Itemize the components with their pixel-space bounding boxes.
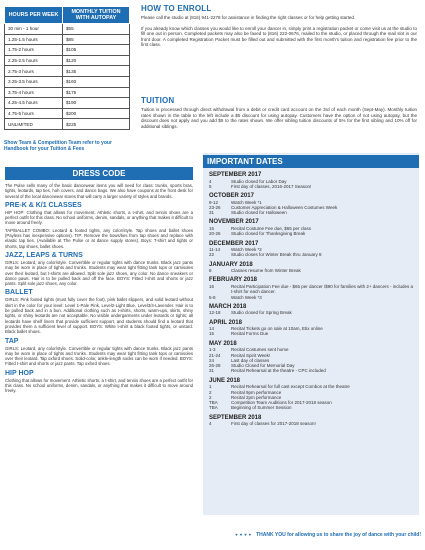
tuition-cell: $85	[63, 34, 130, 45]
hours-cell: 1.75-2 hours	[5, 45, 63, 56]
event-date: 31	[209, 368, 215, 374]
event-description: Beginning of Summer Session	[231, 405, 292, 411]
date-event	[209, 295, 413, 300]
event-date: 5	[209, 183, 212, 189]
dress-code-paragraph: Clothing that allows for movement. Athletic shorts, a t-shirt, and tennis shoes are a perfect outfit for this class. No school uniforms, denim, sandals, or anything that makes it difficult to move around freely.	[5, 377, 193, 394]
event-date: 15	[209, 331, 215, 337]
handbook-note: Show Team & Competition Team refer to your Handbook for your Tuition & Fees	[4, 140, 112, 152]
dress-code-paragraph: GIRLS: Pink footed tights (must fully cover the foot), pink ballet slippers, and solid leotard without skirt in the color for your level: Level 1-Pale Pink, Level2-Light Blue, Level3/4-Lavender. Hair is to be pulled back and in a bun. Additional clothing such as t-shirts, shorts, warm-ups, skirts, shiny tights, or shiny leotards are not acceptable. No visible undergarments under leotards or tights; all leotards have shelf liners that provide sufficient support, and students should find a leotard that provides them a sufficient level of support. BOYS: White t-shirt & black footed tights, or unitard. Black ballet shoes.	[5, 297, 193, 335]
column-header-tuition: MONTHLY TUITION WITH AUTOPAY	[63, 7, 130, 24]
hours-cell: 4.75-5 hours	[5, 108, 63, 119]
event-date: 14	[209, 326, 215, 332]
table-row	[5, 34, 130, 45]
dress-code-section	[5, 167, 193, 396]
event-description: Last day of classes	[231, 357, 270, 363]
dress-code-heading: JAZZ, LEAPS & TURNS	[5, 251, 83, 259]
table-row	[5, 66, 130, 77]
event-date: 2	[209, 389, 212, 395]
dress-code-heading: BALLET	[5, 289, 33, 297]
enroll-section	[141, 4, 417, 48]
dress-code-paragraph: GIRLS: Leotard, any color/style. Convertible or regular tights with dance trunks. Black jazz pants may be worn in place of tights and trunks. Students may wear tight fitting tank tops or camisoles over their leotard. Tap oxford shoes. Solid-color, ankle-length socks can be worn if needed. BOYS: Fitted t-shirt and shorts or jazz pants. Tap oxford shoes.	[5, 345, 193, 367]
month-heading: APRIL 2018	[209, 319, 242, 326]
hours-cell: 1.25-1.5 hours	[5, 34, 63, 45]
date-event	[209, 284, 413, 295]
tuition-table-header	[5, 7, 130, 24]
date-event	[209, 184, 413, 189]
event-description: Watch Week *3	[231, 294, 262, 300]
event-description: Studio closed for Thanksgiving Break	[231, 231, 306, 237]
table-row	[5, 76, 130, 87]
tuition-cell: $175	[63, 87, 130, 98]
event-description: First day of classes for 2017-2018 season!	[231, 421, 316, 427]
month-heading: SEPTEMBER 2018	[209, 414, 262, 421]
event-date: 2	[209, 394, 212, 400]
hours-cell: 4.25-4.5 hours	[5, 98, 63, 109]
event-date: 1-3	[209, 347, 216, 353]
dress-code-heading: PRE-K & K/1 CLASSES	[5, 201, 82, 209]
table-row	[5, 87, 130, 98]
enroll-paragraph-2: If you already know which classes you would like to enroll your dancer in, simply print a registration packet or come visit us at the studio to fill one out in person. Completed packets may also be faxed to (816) 222-0676, mailed to the studio, or placed through the mail slot in our front door. A completed Registration Packet must be filled out and submitted with the first month's tuition and registration fee prior to the first class.	[141, 25, 417, 47]
event-description: Studio closed for Spring Break	[231, 310, 292, 316]
dress-code-intro: The Pulse sells many of the basic dancewear items you will need for class: trunks, sports bras, tights, leotards, tap ties, hoh covers, and dance bags. We also have coupons at the front desk for several of the local dancewear stores that will carry a larger variety of styles and brands.	[5, 183, 193, 199]
hours-cell: 3.75-4 hours	[5, 87, 63, 98]
event-description: Watch Week *2	[231, 247, 262, 253]
event-date: TBA	[209, 405, 218, 411]
heart-icons: ♥ ♥ ♥ ♥	[235, 532, 252, 537]
event-date: 4	[209, 421, 212, 427]
event-description: Recital Spirit Week!	[231, 352, 271, 358]
event-description: First day of classes, 2016-2017 Season!	[231, 183, 312, 189]
event-date: 22	[209, 252, 215, 258]
table-row	[5, 98, 130, 109]
date-event	[209, 331, 413, 336]
event-description: Customer Appreciation & Halloween Costumes Week	[231, 204, 338, 210]
event-description: Studio closed for Labor Day	[231, 178, 287, 184]
event-date: 11-14	[209, 247, 221, 253]
event-description: Watch Week *1	[231, 199, 262, 205]
dress-code-paragraph: TAP/BALLET COMBO: Leotard & footed tights, any color/style. Tap shoes and ballet shoes (Payless has inexpensive options). TIP: Remove the bows/ties from tap shoes and replace with elastic tap ties. (Available at The Pulse or at dance supply stores). Boys: T-shirt and tights or shorts, tap shoes, ballet shoes.	[5, 227, 193, 249]
month-heading: FEBRUARY 2018	[209, 277, 258, 284]
dates-list	[209, 172, 413, 427]
tuition-cell: $160	[63, 76, 130, 87]
hours-cell: 2.75-3 hours	[5, 66, 63, 77]
hours-cell: 3.25-3.5 hours	[5, 76, 63, 87]
event-date: 20-26	[209, 231, 221, 237]
event-description: Recital Rehearsal at the theatre - CPC included	[231, 368, 326, 374]
event-description: Studio closes for Winter Break thru January 8	[231, 252, 322, 258]
tuition-cell: $55	[63, 24, 130, 35]
event-description: Recital Costume Fee due, $65 per class	[231, 225, 312, 231]
event-description: Recital Costumes sent home	[231, 347, 289, 353]
date-event	[209, 310, 413, 315]
event-description: Classes resume from Winter Break	[231, 268, 301, 274]
event-date: 21-24	[209, 352, 221, 358]
tuition-cell: $225	[63, 119, 130, 130]
tuition-cell: $105	[63, 45, 130, 56]
event-date: TBA	[209, 400, 218, 406]
event-date: 26-28	[209, 363, 221, 369]
month-heading: DECEMBER 2017	[209, 240, 259, 247]
event-date: 31	[209, 210, 215, 216]
date-event	[209, 231, 413, 236]
date-event	[209, 252, 413, 257]
month-heading: JANUARY 2018	[209, 261, 253, 268]
tuition-table	[4, 6, 130, 130]
event-date: 1	[209, 384, 212, 390]
event-description: Recital Tickets go on sale at 10am, Etix online	[231, 326, 323, 332]
event-description: Studio closed for Halloween	[231, 210, 287, 216]
table-row	[5, 119, 130, 130]
tuition-paragraph: Tuition is processed through direct withdrawal from a debit or credit card account on the 3rd of each month (Sept-May). Monthly tuition rates shown in the table to the left include a $5 discount for using autopay. Customers have the option of not using autopay, but the discount does not apply and you add $5 to the rates shown. We offer sibling tuition discounts of 5% for the first sibling and 10% off for additional siblings.	[141, 107, 417, 129]
date-event	[209, 421, 413, 426]
footer-text: THANK YOU for allowing us to share the joy of dance with your child!	[256, 532, 421, 538]
footer	[0, 532, 421, 538]
tuition-section	[141, 96, 417, 129]
event-description: Recital 9pm performance	[231, 389, 282, 395]
event-description: Studio Closed for Memorial Day	[231, 363, 295, 369]
hours-cell: 30 min - 1 hour	[5, 24, 63, 35]
dress-code-title: DRESS CODE	[5, 167, 193, 180]
dress-code-subsections	[5, 202, 193, 394]
enroll-title: HOW TO ENROLL	[141, 4, 212, 13]
table-row	[5, 45, 130, 56]
event-date: 15	[209, 283, 215, 289]
table-row	[5, 24, 130, 35]
event-description: Recital Forms Due	[231, 331, 269, 337]
event-date: 23-26	[209, 204, 221, 210]
tuition-table-body	[5, 24, 130, 130]
date-event	[209, 405, 413, 410]
month-heading: MAY 2018	[209, 340, 237, 347]
month-heading: SEPTEMBER 2017	[209, 172, 262, 178]
event-date: 12-18	[209, 310, 221, 316]
dress-code-paragraph: HIP HOP: Clothing that allows for movement. Athletic shorts, a t-shirt, and tennis shoes are a perfect outfit for this class. No school uniforms, denim, sandals, or anything that makes it difficult to move around freely.	[5, 209, 193, 226]
date-event	[209, 210, 413, 215]
event-date: 24	[209, 357, 215, 363]
tuition-cell: $200	[63, 108, 130, 119]
column-header-hours: HOURS PER WEEK	[5, 7, 63, 24]
event-date: 4	[209, 178, 212, 184]
table-row	[5, 108, 130, 119]
important-dates-panel	[203, 153, 419, 515]
event-description: Competition Team Auditions for 2017-2018 season	[231, 400, 332, 406]
enroll-paragraph-1: Please call the studio at (816) 941-2278 for assistance in finding the right classes or for help getting started.	[141, 15, 356, 20]
event-date: 15	[209, 225, 215, 231]
tuition-cell: $190	[63, 98, 130, 109]
month-heading: MARCH 2018	[209, 303, 247, 310]
dress-code-heading: TAP	[5, 337, 19, 345]
event-description: Recital Participation Fee due - $65 per dancer /$90 for families with 2+ dancers - includes a t-shirt for each dancer.	[231, 283, 413, 295]
month-heading: NOVEMBER 2017	[209, 219, 259, 226]
hours-cell: UNLIMITED	[5, 119, 63, 130]
month-heading: OCTOBER 2017	[209, 193, 254, 200]
tuition-cell: $120	[63, 55, 130, 66]
hours-cell: 2.25-2.5 hours	[5, 55, 63, 66]
tuition-cell: $135	[63, 66, 130, 77]
event-date: 8	[209, 268, 212, 274]
month-heading: JUNE 2018	[209, 377, 241, 384]
dress-code-paragraph: GIRLS: Leotard, any color/style. Convertible or regular tights with dance trunks. Black jazz pants may be worn in place of tights and trunks. Students may wear tight fitting tank tops or camisoles over their leotard, but t-shirts are allowed. Split sole jazz shoes, any color. No dance sneakers or dance paws. Hair is to be pulled back and off the face. BOYS: Fitted t-shirt and shorts or jazz pants. Split sole jazz shoes, any color.	[5, 259, 193, 287]
tuition-title: TUITION	[141, 96, 175, 105]
table-row	[5, 55, 130, 66]
dress-code-heading: HIP HOP	[5, 369, 34, 377]
event-date: 5-8	[209, 294, 216, 300]
event-description: Recital Rehearsal for full cast except Combos at the theatre	[231, 384, 350, 390]
event-date: 9-12	[209, 199, 219, 205]
event-description: Recital 2pm performance	[231, 394, 282, 400]
date-event	[209, 368, 413, 373]
date-event	[209, 268, 413, 273]
important-dates-title: IMPORTANT DATES	[203, 155, 419, 168]
